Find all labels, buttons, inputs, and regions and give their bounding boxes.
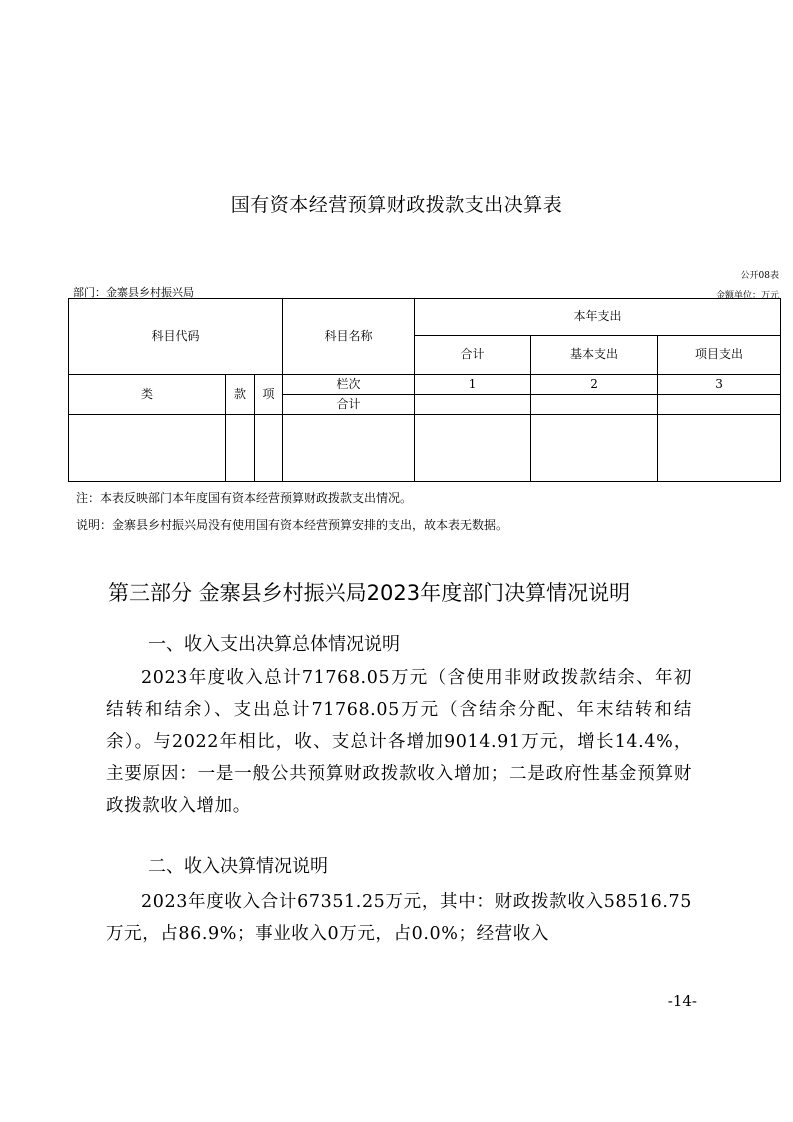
sum-basic-cell [531,395,658,415]
paragraph-overall: 2023年度收入总计71768.05万元（含使用非财政拨款结余、年初结转和结余）、支出总计71768.05万元（含结余分配、年末结转和结余）。与2022年相比，收、支总计各增加9014.91万元，增长14.4%，主要原因：一是一般公共预算财政拨款收入增加；二是政府性基金预算财政拨款收入增加。 [106,668,692,816]
section-heading: 第三部分 金寨县乡村振兴局2023年度部门决算情况说明 [108,581,631,605]
sum-total-cell [415,395,531,415]
empty-cell-item [255,415,283,482]
form-number: 公开08表 [740,271,779,281]
header-subject-name: 科目名称 [283,299,415,375]
header-section: 款 [226,375,255,415]
header-category: 类 [69,375,226,415]
header-current-year-expense: 本年支出 [415,299,781,336]
empty-cell-project [658,415,781,482]
header-subject-code: 科目代码 [69,299,283,375]
empty-cell-section [226,415,255,482]
table-explanation: 说明：金寨县乡村振兴局没有使用国有资本经营预算安排的支出，故本表无数据。 [76,518,509,532]
header-total: 合计 [415,336,531,375]
empty-cell-category [69,415,226,482]
header-basic-expense: 基本支出 [531,336,658,375]
subheading-overall: 一、收入支出决算总体情况说明 [148,634,400,655]
paragraph-income: 2023年度收入合计67351.25万元，其中：财政拨款收入58516.75万元，占86.9%；事业收入0万元，占0.0%；经营收入 [106,892,692,944]
expense-table [68,298,781,482]
column-index-label: 栏次 [283,375,415,395]
column-index-3: 3 [658,375,781,395]
column-index-2: 2 [531,375,658,395]
table-title: 国有资本经营预算财政拨款支出决算表 [230,194,563,216]
amount-unit-label: 金额单位：万元 [715,291,779,301]
empty-cell-name [283,415,415,482]
department-label: 部门：金寨县乡村振兴局 [73,286,194,299]
header-project-expense: 项目支出 [658,336,781,375]
header-item: 项 [255,375,283,415]
empty-cell-total [415,415,531,482]
column-index-1: 1 [415,375,531,395]
table-note: 注：本表反映部门本年度国有资本经营预算财政拨款支出情况。 [76,491,413,505]
sum-row-label: 合计 [283,395,415,415]
sum-project-cell [658,395,781,415]
page-number: -14- [667,992,697,1010]
subheading-income: 二、收入决算情况说明 [148,856,328,877]
empty-cell-basic [531,415,658,482]
